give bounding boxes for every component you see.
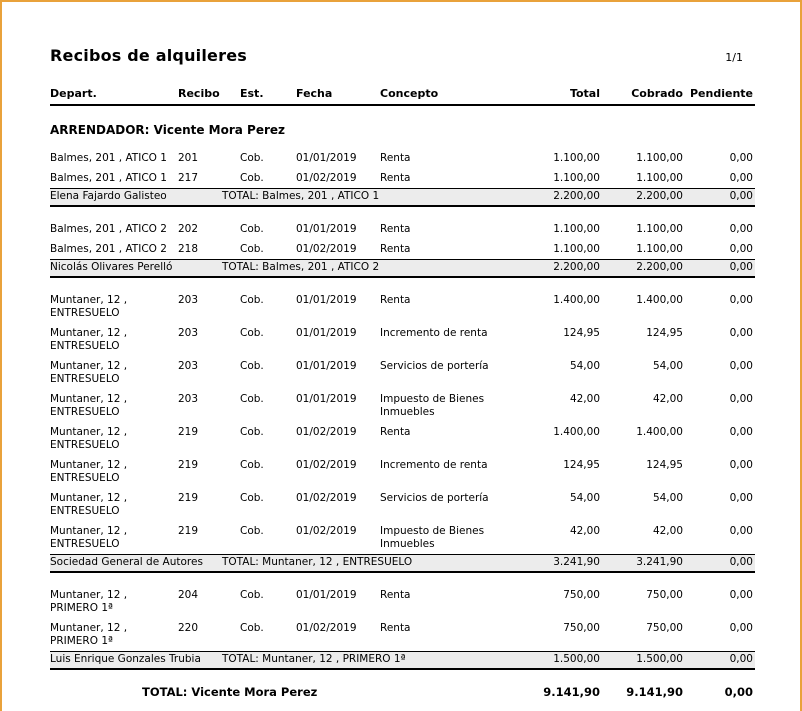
page-indicator: 1/1 (725, 51, 743, 64)
table-row (50, 239, 755, 259)
grand-total-row (50, 685, 755, 700)
subtotal-pendiente: 0,00 (729, 261, 753, 273)
cell-depart: Muntaner, 12 , PRIMERO 1ª (50, 589, 128, 614)
cell-recibo: 204 (178, 589, 199, 601)
cell-concepto: Renta (380, 223, 411, 235)
cell-concepto: Servicios de portería (380, 360, 489, 372)
table-row (50, 455, 755, 488)
cell-recibo: 203 (178, 327, 199, 339)
receipt-group (50, 290, 755, 573)
cell-est: Cob. (240, 152, 264, 164)
grand-total-total: 9.141,90 (543, 685, 600, 699)
cell-total: 54,00 (569, 360, 600, 372)
table-row (50, 585, 755, 618)
cell-pendiente: 0,00 (729, 393, 753, 405)
subtotal-pendiente: 0,00 (729, 556, 753, 568)
cell-cobrado: 54,00 (652, 492, 683, 504)
cell-est: Cob. (240, 172, 264, 184)
cell-concepto: Renta (380, 243, 411, 255)
table-row (50, 521, 755, 554)
cell-pendiente: 0,00 (729, 426, 753, 438)
cell-concepto: Impuesto de Bienes Inmuebles (380, 525, 485, 550)
cell-concepto: Renta (380, 589, 411, 601)
cell-fecha: 01/01/2019 (296, 589, 357, 601)
cell-cobrado: 124,95 (646, 459, 683, 471)
cell-concepto: Incremento de renta (380, 327, 488, 339)
table-row (50, 422, 755, 455)
cell-total: 750,00 (563, 622, 600, 634)
cell-concepto: Incremento de renta (380, 459, 488, 471)
cell-concepto: Renta (380, 294, 411, 306)
cell-est: Cob. (240, 327, 264, 339)
subtotal-cobrado: 2.200,00 (636, 261, 683, 273)
cell-fecha: 01/01/2019 (296, 393, 357, 405)
cell-fecha: 01/02/2019 (296, 459, 357, 471)
cell-est: Cob. (240, 243, 264, 255)
cell-pendiente: 0,00 (729, 525, 753, 537)
subtotal-total: 2.200,00 (553, 261, 600, 273)
table-row (50, 389, 755, 422)
cell-est: Cob. (240, 459, 264, 471)
cell-recibo: 219 (178, 492, 199, 504)
tenant-name: Luis Enrique Gonzales Trubia (50, 653, 201, 665)
subtotal-cobrado: 1.500,00 (636, 653, 683, 665)
report-title: Recibos de alquileres (50, 46, 247, 65)
subtotal-pendiente: 0,00 (729, 653, 753, 665)
cell-est: Cob. (240, 492, 264, 504)
cell-pendiente: 0,00 (729, 622, 753, 634)
cell-fecha: 01/01/2019 (296, 294, 357, 306)
table-row (50, 290, 755, 323)
column-header-pendiente: Pendiente (689, 87, 753, 100)
cell-pendiente: 0,00 (729, 294, 753, 306)
cell-est: Cob. (240, 589, 264, 601)
cell-pendiente: 0,00 (729, 589, 753, 601)
cell-concepto: Impuesto de Bienes Inmuebles (380, 393, 485, 418)
subtotal-pendiente: 0,00 (729, 190, 753, 202)
cell-total: 42,00 (569, 525, 600, 537)
cell-fecha: 01/02/2019 (296, 525, 357, 537)
subtotal-label: TOTAL: Muntaner, 12 , PRIMERO 1ª (222, 653, 406, 665)
cell-concepto: Renta (380, 622, 411, 634)
cell-depart: Balmes, 201 , ATICO 1 (50, 152, 167, 164)
cell-pendiente: 0,00 (729, 223, 753, 235)
grand-total-pendiente: 0,00 (724, 685, 753, 699)
cell-total: 1.100,00 (553, 223, 600, 235)
receipt-group (50, 585, 755, 670)
tenant-name: Sociedad General de Autores (50, 556, 203, 568)
table-row (50, 356, 755, 389)
table-row (50, 148, 755, 168)
tenant-name: Nicolás Olivares Perelló (50, 261, 173, 273)
cell-total: 124,95 (563, 459, 600, 471)
cell-total: 42,00 (569, 393, 600, 405)
cell-cobrado: 750,00 (646, 589, 683, 601)
table-row (50, 618, 755, 651)
cell-depart: Muntaner, 12 , ENTRESUELO (50, 327, 128, 352)
cell-depart: Muntaner, 12 , ENTRESUELO (50, 525, 128, 550)
cell-total: 54,00 (569, 492, 600, 504)
receipt-group (50, 219, 755, 278)
column-header-recibo: Recibo (178, 87, 220, 100)
cell-concepto: Renta (380, 152, 411, 164)
cell-recibo: 220 (178, 622, 199, 634)
table-row (50, 323, 755, 356)
subtotal-cobrado: 2.200,00 (636, 190, 683, 202)
cell-total: 1.100,00 (553, 243, 600, 255)
cell-total: 750,00 (563, 589, 600, 601)
cell-concepto: Servicios de portería (380, 492, 489, 504)
cell-fecha: 01/02/2019 (296, 426, 357, 438)
cell-depart: Muntaner, 12 , ENTRESUELO (50, 492, 128, 517)
subtotal-total: 2.200,00 (553, 190, 600, 202)
cell-depart: Balmes, 201 , ATICO 2 (50, 223, 167, 235)
tenant-name: Elena Fajardo Galisteo (50, 190, 167, 202)
cell-depart: Muntaner, 12 , PRIMERO 1ª (50, 622, 128, 647)
column-header-fecha: Fecha (296, 87, 333, 100)
cell-pendiente: 0,00 (729, 152, 753, 164)
subtotal-cobrado: 3.241,90 (636, 556, 683, 568)
cell-recibo: 201 (178, 152, 199, 164)
cell-recibo: 219 (178, 426, 199, 438)
cell-est: Cob. (240, 426, 264, 438)
cell-total: 124,95 (563, 327, 600, 339)
cell-total: 1.400,00 (553, 294, 600, 306)
table-row (50, 488, 755, 521)
cell-est: Cob. (240, 360, 264, 372)
cell-depart: Muntaner, 12 , ENTRESUELO (50, 426, 128, 451)
cell-pendiente: 0,00 (729, 172, 753, 184)
grand-total-cobrado: 9.141,90 (626, 685, 683, 699)
cell-cobrado: 124,95 (646, 327, 683, 339)
cell-fecha: 01/02/2019 (296, 622, 357, 634)
grand-total-label: TOTAL: Vicente Mora Perez (142, 685, 318, 699)
cell-fecha: 01/01/2019 (296, 152, 357, 164)
cell-recibo: 203 (178, 294, 199, 306)
cell-depart: Balmes, 201 , ATICO 2 (50, 243, 167, 255)
column-header-concepto: Concepto (380, 87, 439, 100)
cell-est: Cob. (240, 223, 264, 235)
landlord-header: ARRENDADOR: Vicente Mora Perez (50, 123, 286, 137)
column-header-est: Est. (240, 87, 264, 100)
table-row (50, 168, 755, 188)
cell-cobrado: 1.100,00 (636, 172, 683, 184)
report-groups (50, 148, 755, 670)
cell-fecha: 01/01/2019 (296, 360, 357, 372)
cell-concepto: Renta (380, 426, 411, 438)
cell-depart: Muntaner, 12 , ENTRESUELO (50, 393, 128, 418)
cell-recibo: 203 (178, 360, 199, 372)
cell-recibo: 203 (178, 393, 199, 405)
cell-cobrado: 1.100,00 (636, 223, 683, 235)
report-body (2, 2, 800, 700)
cell-cobrado: 42,00 (652, 393, 683, 405)
cell-depart: Muntaner, 12 , ENTRESUELO (50, 360, 128, 385)
cell-cobrado: 42,00 (652, 525, 683, 537)
subtotal-row (50, 554, 755, 573)
subtotal-total: 3.241,90 (553, 556, 600, 568)
cell-recibo: 219 (178, 459, 199, 471)
table-row (50, 219, 755, 239)
cell-recibo: 217 (178, 172, 199, 184)
subtotal-label: TOTAL: Balmes, 201 , ATICO 1 (222, 190, 380, 202)
cell-total: 1.100,00 (553, 152, 600, 164)
cell-depart: Balmes, 201 , ATICO 1 (50, 172, 167, 184)
subtotal-label: TOTAL: Balmes, 201 , ATICO 2 (222, 261, 380, 273)
cell-pendiente: 0,00 (729, 243, 753, 255)
cell-fecha: 01/02/2019 (296, 492, 357, 504)
receipt-group (50, 148, 755, 207)
cell-cobrado: 1.400,00 (636, 294, 683, 306)
cell-recibo: 219 (178, 525, 199, 537)
cell-cobrado: 750,00 (646, 622, 683, 634)
column-header-total: Total (569, 87, 600, 100)
cell-fecha: 01/01/2019 (296, 327, 357, 339)
cell-est: Cob. (240, 622, 264, 634)
cell-pendiente: 0,00 (729, 492, 753, 504)
subtotal-row (50, 259, 755, 278)
cell-depart: Muntaner, 12 , ENTRESUELO (50, 294, 128, 319)
cell-pendiente: 0,00 (729, 459, 753, 471)
cell-fecha: 01/02/2019 (296, 243, 357, 255)
column-header-depart: Depart. (50, 87, 97, 100)
subtotal-row (50, 651, 755, 670)
cell-est: Cob. (240, 525, 264, 537)
cell-depart: Muntaner, 12 , ENTRESUELO (50, 459, 128, 484)
cell-fecha: 01/01/2019 (296, 223, 357, 235)
subtotal-total: 1.500,00 (553, 653, 600, 665)
cell-fecha: 01/02/2019 (296, 172, 357, 184)
cell-total: 1.400,00 (553, 426, 600, 438)
cell-cobrado: 54,00 (652, 360, 683, 372)
cell-cobrado: 1.100,00 (636, 152, 683, 164)
cell-pendiente: 0,00 (729, 360, 753, 372)
cell-est: Cob. (240, 294, 264, 306)
cell-concepto: Renta (380, 172, 411, 184)
title-row (50, 46, 755, 65)
table-header-row (50, 87, 755, 106)
column-header-cobrado: Cobrado (631, 87, 683, 100)
subtotal-label: TOTAL: Muntaner, 12 , ENTRESUELO (222, 556, 413, 568)
cell-recibo: 218 (178, 243, 199, 255)
cell-recibo: 202 (178, 223, 199, 235)
cell-pendiente: 0,00 (729, 327, 753, 339)
cell-cobrado: 1.100,00 (636, 243, 683, 255)
subtotal-row (50, 188, 755, 207)
cell-cobrado: 1.400,00 (636, 426, 683, 438)
cell-est: Cob. (240, 393, 264, 405)
cell-total: 1.100,00 (553, 172, 600, 184)
